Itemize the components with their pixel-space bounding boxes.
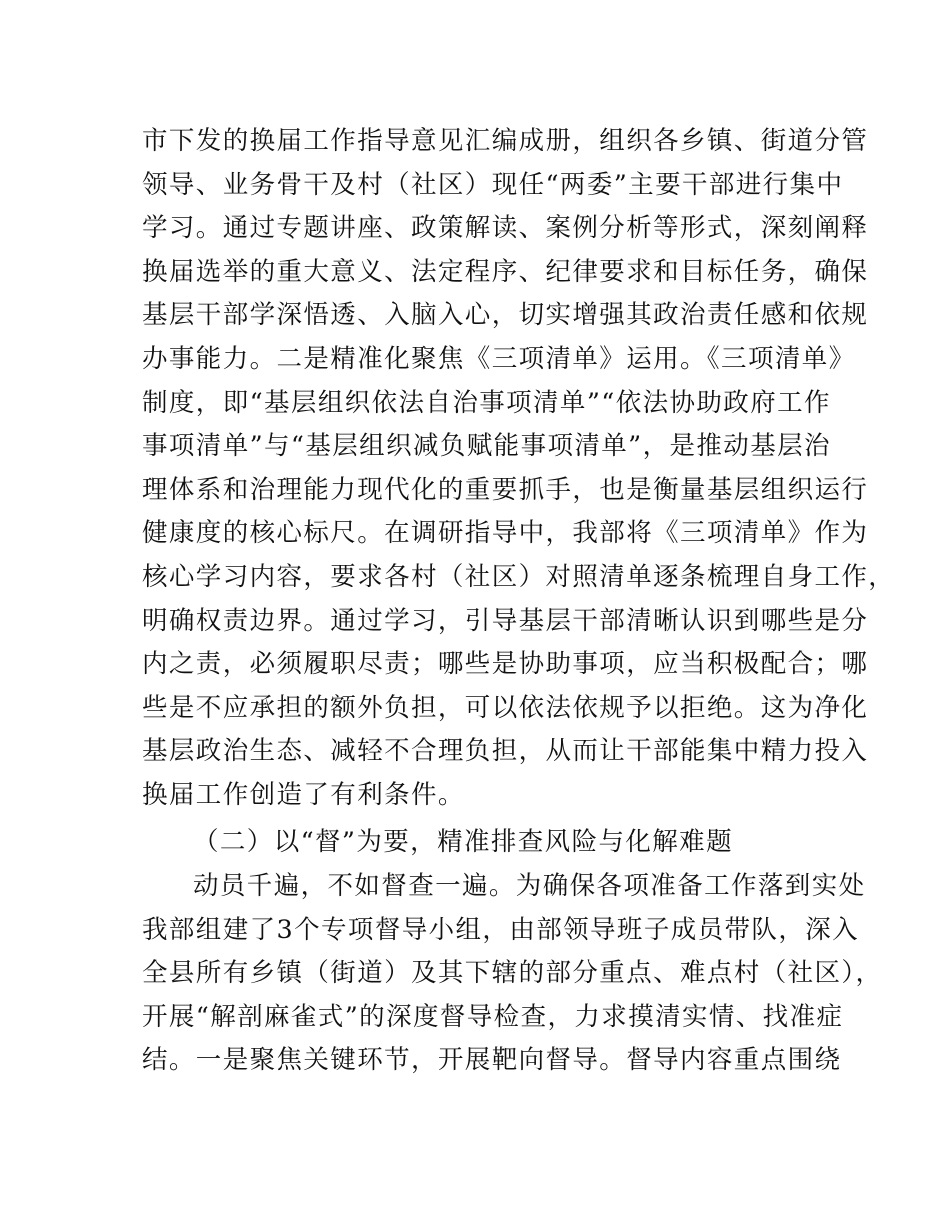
paragraph-1-line: 办事能力。二是精准化聚焦《三项清单》运用。《三项清单》 bbox=[142, 344, 856, 374]
paragraph-1-line: 市下发的换届工作指导意见汇编成册，组织各乡镇、街道分管 bbox=[142, 126, 869, 156]
paragraph-1-line: 核心学习内容，要求各村（社区）对照清单逐条梳理自身工作， bbox=[142, 562, 896, 592]
paragraph-1-line: 明确权责边界。通过学习，引导基层干部清晰认识到哪些是分 bbox=[142, 605, 869, 636]
paragraph-1-line: 些是不应承担的额外负担，可以依法依规予以拒绝。这为净化 bbox=[142, 692, 869, 723]
paragraph-1-line: 基层干部学深悟透、入脑入心，切实增强其政治责任感和依规 bbox=[142, 300, 869, 331]
paragraph-1-line: 领导、业务骨干及村（社区）现任“两委”主要干部进行集中 bbox=[142, 169, 844, 200]
paragraph-1-line: 学习。通过专题讲座、政策解读、案例分析等形式，深刻阐释 bbox=[142, 213, 869, 244]
paragraph-1-line: 基层政治生态、减轻不合理负担，从而让干部能集中精力投入 bbox=[142, 736, 869, 767]
paragraph-2-line: 动员千遍，不如督查一遍。为确保各项准备工作落到实处 bbox=[193, 871, 866, 901]
section-heading: （二）以“督”为要，精准排查风险与化解难题 bbox=[193, 827, 733, 857]
paragraph-1-line: 理体系和治理能力现代化的重要抓手，也是衡量基层组织运行 bbox=[142, 474, 869, 505]
paragraph-1-line: 事项清单”与“基层组织减负赋能事项清单”，是推动基层治 bbox=[142, 431, 831, 462]
paragraph-2-line: 我部组建了3个专项督导小组，由部领导班子成员带队，深入 bbox=[142, 914, 860, 945]
paragraph-2-line: 全县所有乡镇（街道）及其下辖的部分重点、难点村（社区）， bbox=[142, 958, 883, 989]
paragraph-2-line: 开展“解剖麻雀式”的深度督导检查，力求摸清实情、找准症 bbox=[142, 1001, 844, 1032]
paragraph-1-line: 换届选举的重大意义、法定程序、纪律要求和目标任务，确保 bbox=[142, 256, 869, 287]
paragraph-1-line: 制度，即“基层组织依法自治事项清单”“依法协助政府工作 bbox=[142, 387, 831, 418]
paragraph-1-line: 健康度的核心标尺。在调研指导中，我部将《三项清单》作为 bbox=[142, 518, 869, 549]
paragraph-2-line: 结。一是聚焦关键环节，开展靶向督导。督导内容重点围绕 bbox=[142, 1045, 842, 1076]
paragraph-1-line: 换届工作创造了有利条件。 bbox=[142, 780, 465, 810]
paragraph-1-line: 内之责，必须履职尽责；哪些是协助事项，应当积极配合；哪 bbox=[142, 649, 869, 680]
